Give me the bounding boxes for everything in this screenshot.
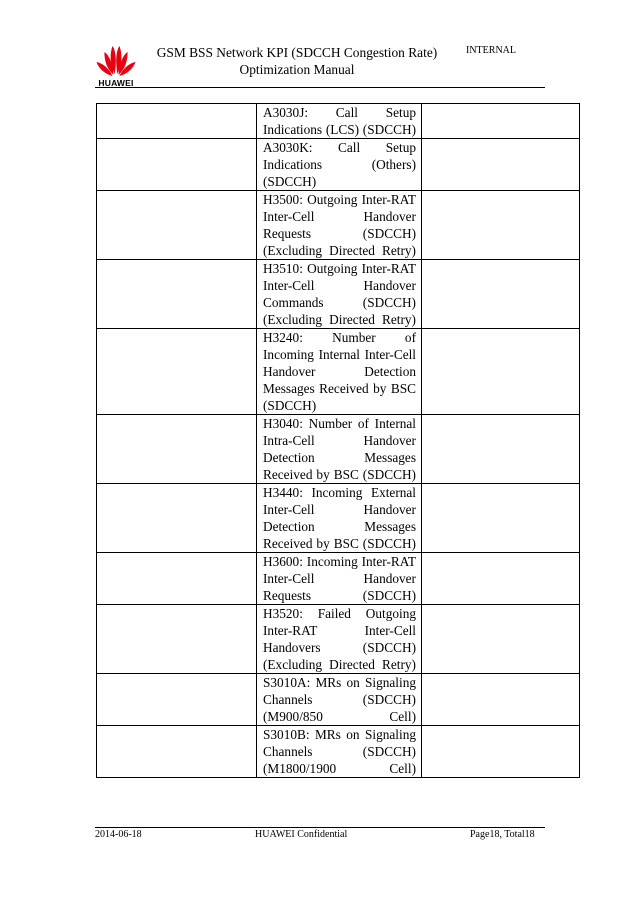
footer-date: 2014-06-18 xyxy=(95,829,142,840)
footer-page-number: Page18, Total18 xyxy=(470,829,535,840)
table-cell-empty xyxy=(97,674,257,726)
table-cell xyxy=(257,139,422,191)
table-cell-empty xyxy=(97,605,257,674)
table-cell xyxy=(257,674,422,726)
table-cell-empty xyxy=(97,329,257,415)
table-cell-empty xyxy=(97,484,257,553)
table-row xyxy=(97,329,580,415)
table-cell-empty xyxy=(97,726,257,778)
counter-text: H3440: Incoming External Inter-Cell Handover Detection Messages Received by BSC (SDCCH) xyxy=(263,485,416,551)
table-cell-empty xyxy=(422,726,580,778)
table-cell-empty xyxy=(422,104,580,139)
table-row xyxy=(97,674,580,726)
table-cell-empty xyxy=(422,605,580,674)
table-cell-empty xyxy=(422,329,580,415)
table-row xyxy=(97,605,580,674)
table-cell-empty xyxy=(422,260,580,329)
table-cell-empty xyxy=(422,484,580,553)
counter-text: H3520: Failed Outgoing Inter-RAT Inter-Cell Handovers (SDCCH) (Excluding Directed Retry) xyxy=(263,606,416,672)
table-cell-empty xyxy=(422,139,580,191)
table-cell xyxy=(257,329,422,415)
counter-text: H3240: Number of Incoming Internal Inter-Cell Handover Detection Messages Received by BSC (SDCCH) xyxy=(263,330,416,413)
table-cell-empty xyxy=(97,553,257,605)
counter-text: S3010A: MRs on Signaling Channels (SDCCH) (M900/850 Cell) xyxy=(263,675,416,724)
table-cell xyxy=(257,191,422,260)
table-cell-empty xyxy=(97,415,257,484)
table-row xyxy=(97,484,580,553)
classification-label: INTERNAL xyxy=(466,45,516,56)
counter-text: H3600: Incoming Inter-RAT Inter-Cell Handover Requests (SDCCH) xyxy=(263,554,416,603)
footer-divider xyxy=(95,827,545,828)
table-row xyxy=(97,104,580,139)
document-title-line1: GSM BSS Network KPI (SDCCH Congestion Rate) xyxy=(156,45,438,60)
footer-confidential: HUAWEI Confidential xyxy=(255,829,348,840)
table-cell-empty xyxy=(97,139,257,191)
table-row xyxy=(97,415,580,484)
table-cell xyxy=(257,260,422,329)
table-cell-empty xyxy=(422,553,580,605)
counter-text: H3510: Outgoing Inter-RAT Inter-Cell Handover Commands (SDCCH) (Excluding Directed Retry) xyxy=(263,261,416,327)
table-row xyxy=(97,139,580,191)
counter-text: A3030K: Call Setup Indications (Others) (SDCCH) xyxy=(263,140,416,189)
counter-table xyxy=(96,103,580,778)
table-row xyxy=(97,726,580,778)
table-cell xyxy=(257,415,422,484)
table-cell xyxy=(257,104,422,139)
table-cell-empty xyxy=(422,415,580,484)
table-cell-empty xyxy=(97,191,257,260)
table-cell-empty xyxy=(422,191,580,260)
counter-text: H3040: Number of Internal Intra-Cell Handover Detection Messages Received by BSC (SDCCH) xyxy=(263,416,416,482)
document-title-line2: Optimization Manual xyxy=(239,62,355,77)
table-cell xyxy=(257,553,422,605)
document-title xyxy=(152,44,442,78)
table-row xyxy=(97,191,580,260)
table-cell-empty xyxy=(422,674,580,726)
table-cell xyxy=(257,484,422,553)
table-cell-empty xyxy=(97,260,257,329)
counter-text: S3010B: MRs on Signaling Channels (SDCCH) (M1800/1900 Cell) xyxy=(263,727,416,776)
table-row xyxy=(97,553,580,605)
counter-text: H3500: Outgoing Inter-RAT Inter-Cell Handover Requests (SDCCH) (Excluding Directed Retry) xyxy=(263,192,416,258)
table-cell xyxy=(257,605,422,674)
table-cell xyxy=(257,726,422,778)
header-divider xyxy=(95,87,545,88)
table-row xyxy=(97,260,580,329)
counter-text: A3030J: Call Setup Indications (LCS) (SDCCH) xyxy=(263,105,416,137)
logo-text: HUAWEI xyxy=(98,78,134,88)
table-cell-empty xyxy=(97,104,257,139)
